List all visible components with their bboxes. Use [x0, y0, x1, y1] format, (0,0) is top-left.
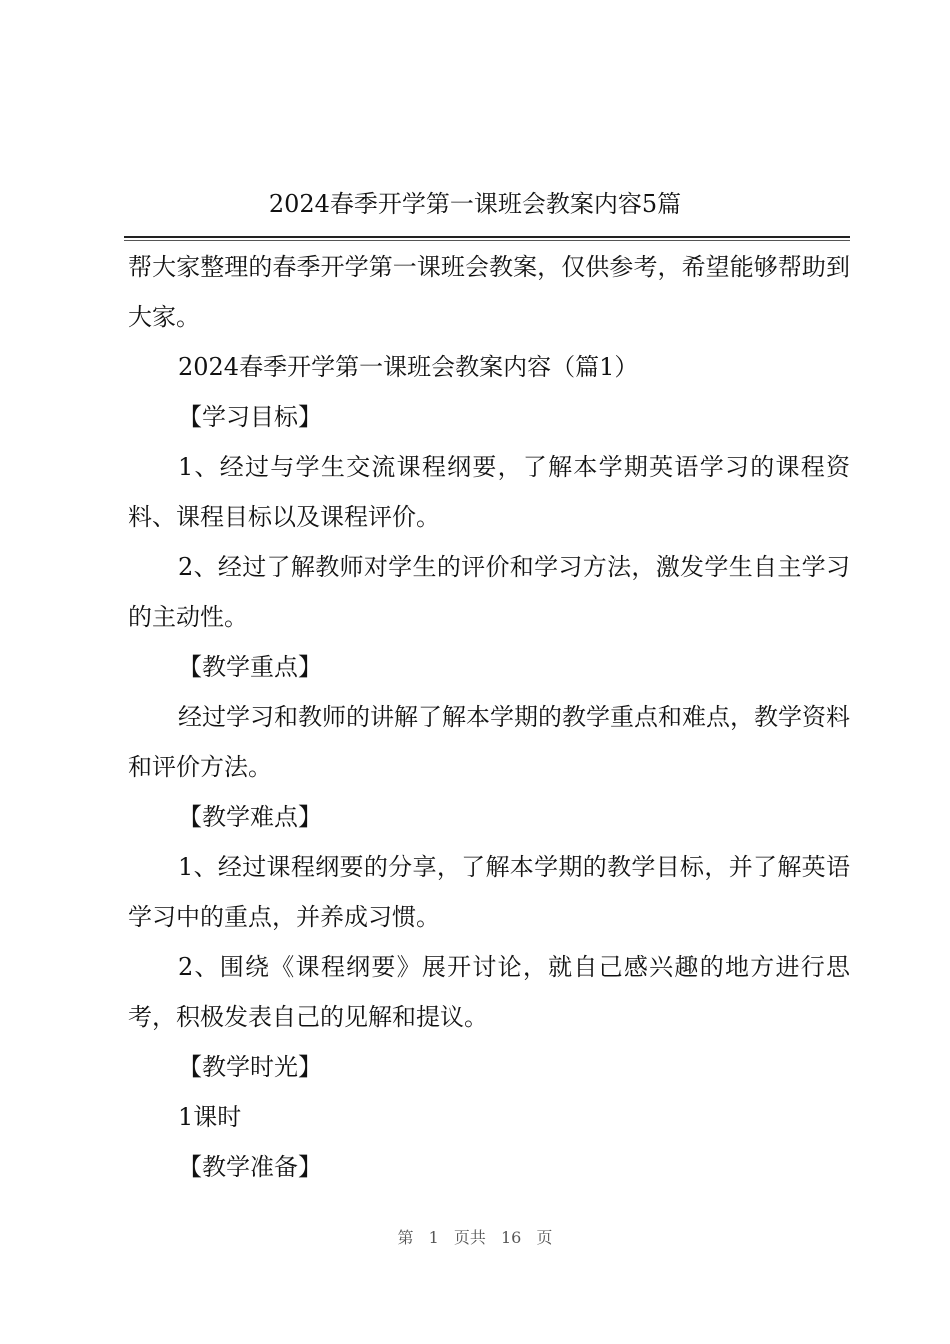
body-paragraph: 经过学习和教师的讲解了解本学期的教学重点和难点，教学资料和评价方法。 — [128, 703, 850, 781]
section-heading: 2024春季开学第一课班会教案内容（篇1） — [178, 353, 639, 381]
document-body — [128, 242, 850, 1192]
subheading-teaching-time: 【教学时光】 — [178, 1053, 322, 1081]
page-footer: 第 1 页共 16 页 — [397, 1228, 553, 1247]
title-divider-thick — [124, 236, 850, 238]
intro-paragraph: 帮大家整理的春季开学第一课班会教案，仅供参考，希望能够帮助到大家。 — [128, 253, 850, 331]
body-paragraph: 1课时 — [178, 1103, 242, 1131]
title-divider-thin — [124, 240, 850, 241]
subheading-teaching-preparation: 【教学准备】 — [178, 1153, 322, 1181]
document-title: 2024春季开学第一课班会教案内容5篇 — [268, 190, 682, 218]
body-paragraph: 1、经过课程纲要的分享，了解本学期的教学目标，并了解英语学习中的重点，并养成习惯。 — [128, 853, 850, 931]
body-paragraph: 2、围绕《课程纲要》展开讨论，就自己感兴趣的地方进行思考，积极发表自己的见解和提议。 — [128, 953, 850, 1031]
subheading-learning-goals: 【学习目标】 — [178, 403, 322, 431]
body-paragraph: 1、经过与学生交流课程纲要，了解本学期英语学习的课程资料、课程目标以及课程评价。 — [128, 453, 850, 531]
subheading-teaching-difficulty: 【教学难点】 — [178, 803, 322, 831]
body-paragraph: 2、经过了解教师对学生的评价和学习方法，激发学生自主学习的主动性。 — [128, 553, 850, 631]
subheading-teaching-focus: 【教学重点】 — [178, 653, 322, 681]
